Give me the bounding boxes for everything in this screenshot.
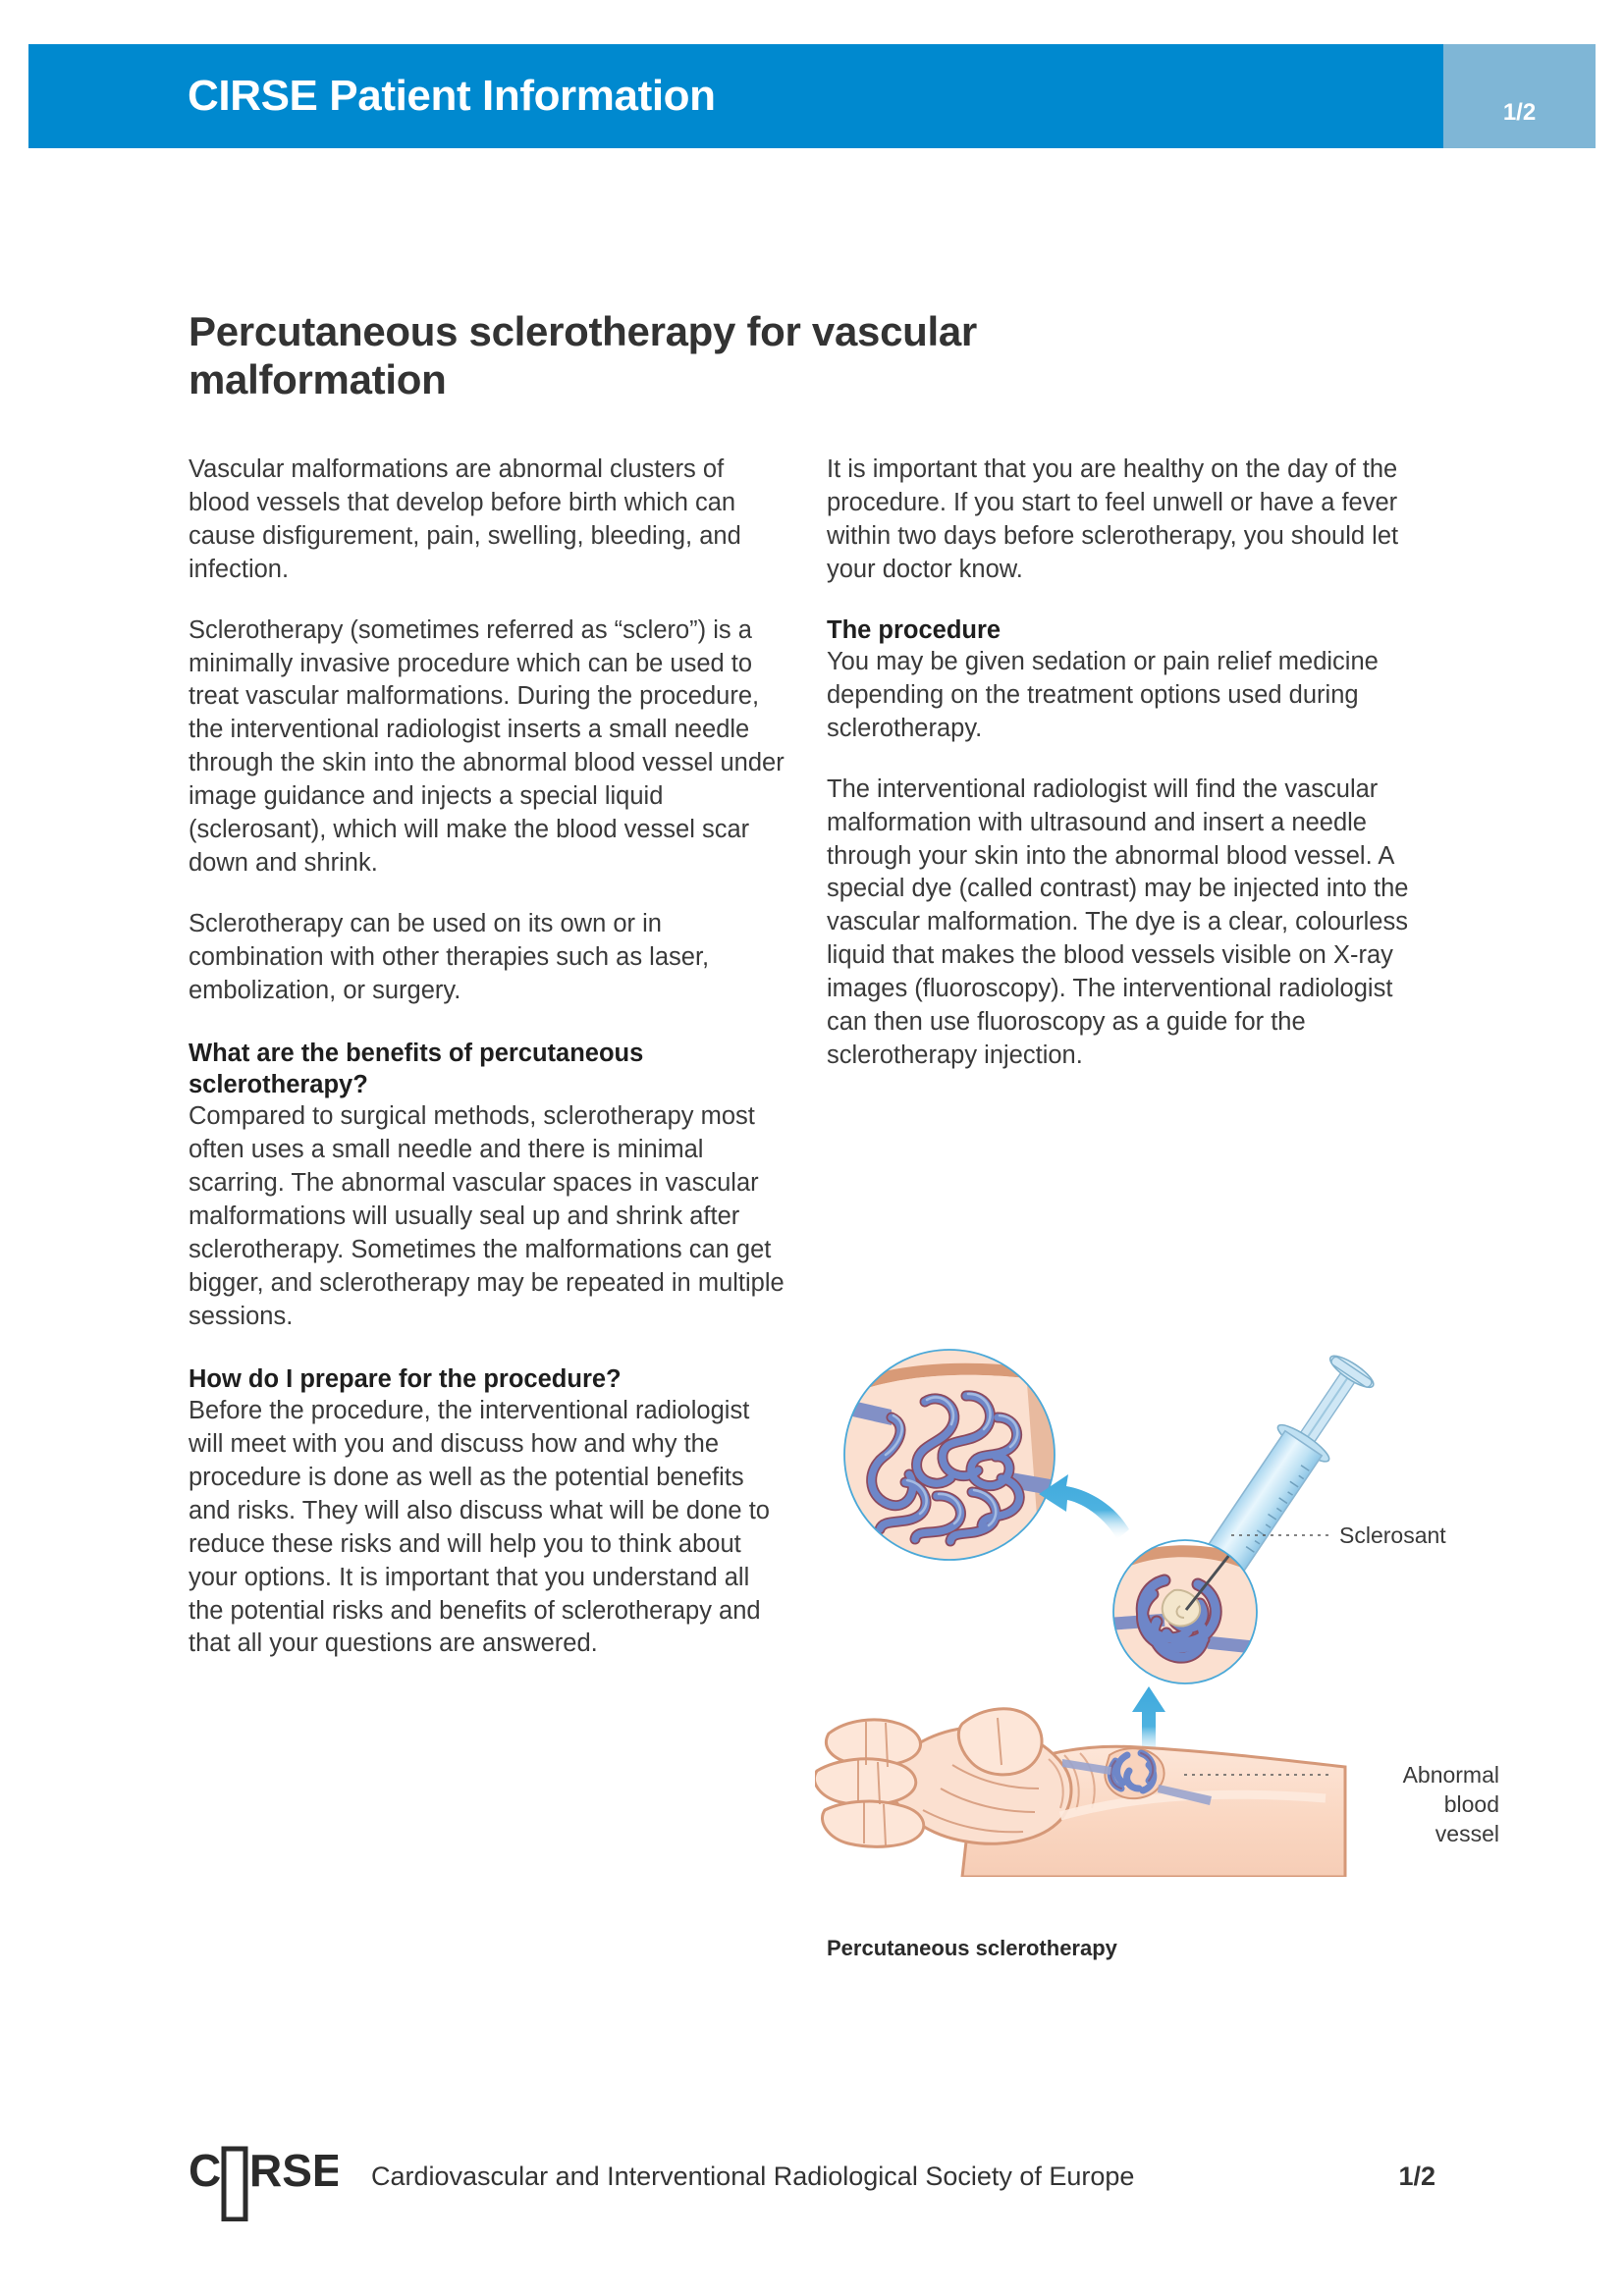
paragraph-health: It is important that you are healthy on the day of the procedure. If you start to feel unwell or have a fever within two days before sclerotherapy, you should let your doctor know. bbox=[827, 455, 1399, 583]
cirse-logo-i-mark bbox=[224, 2149, 245, 2219]
page-title: Percutaneous sclerotherapy for vascular malformation bbox=[189, 308, 977, 402]
heading-preparation: How do I prepare for the procedure? bbox=[189, 1364, 622, 1393]
paragraph-definition: Sclerotherapy (sometimes referred as “sclero”) is a minimally invasive procedure which can be used to treat vascular malformations. During the procedure, the interventional radiologist inserts a small needle through the skin into the abnormal blood vessel under image guidance and injects a special liquid (sclerosant), which will make the blood vessel scar down and shrink. bbox=[189, 615, 785, 877]
paragraph-intro: Vascular malformations are abnormal clusters of blood vessels that develop before birth which can cause disfigurement, pain, swelling, bleeding, and infection. bbox=[189, 455, 741, 583]
header-title: CIRSE Patient Information bbox=[188, 72, 716, 120]
cirse-logo-left-text: C bbox=[189, 2145, 222, 2196]
label-abnormal-line2: blood bbox=[1443, 1791, 1499, 1817]
section-procedure bbox=[827, 614, 1426, 1073]
paragraph-procedure: You may be given sedation or pain relief medicine depending on the treatment options used during sclerotherapy. bbox=[827, 648, 1379, 742]
header-brand-bar bbox=[28, 44, 1443, 148]
label-abnormal-line1: Abnormal bbox=[1402, 1762, 1499, 1788]
page-header bbox=[28, 44, 1596, 148]
right-text-column bbox=[827, 454, 1426, 1073]
arrow-to-magnified-view bbox=[1039, 1474, 1129, 1539]
cirse-logo-right-text: RSE bbox=[249, 2145, 338, 2196]
figure-caption: Percutaneous sclerotherapy bbox=[827, 1936, 1117, 1960]
section-preparation bbox=[189, 1363, 787, 1662]
section-benefits bbox=[189, 1038, 787, 1334]
left-text-column bbox=[189, 454, 787, 1661]
procedure-illustration bbox=[815, 1327, 1502, 1877]
label-sclerosant: Sclerosant bbox=[1339, 1522, 1446, 1548]
paragraph-combination: Sclerotherapy can be used on its own or in combination with other therapies such as laser, embolization, or surgery. bbox=[189, 909, 710, 1004]
cirse-logo bbox=[189, 2145, 338, 2221]
footer-organisation-name: Cardiovascular and Interventional Radiological Society of Europe bbox=[371, 2162, 1135, 2191]
page-footer bbox=[189, 2145, 1435, 2233]
footer-page-indicator: 1/2 bbox=[1398, 2162, 1435, 2191]
heading-procedure: The procedure bbox=[827, 615, 1001, 644]
paragraph-procedure-detail: The interventional radiologist will find the vascular malformation with ultrasound and insert a needle through your skin into the abnormal blood vessel. A special dye (called contrast) may be injected into the vascular malformation. The dye is a clear, colourless liquid that makes the blood vessels visible on X-ray images (fluoroscopy). The interventional radiologist can then use fluoroscopy as a guide for the sclerotherapy injection. bbox=[827, 774, 1409, 1069]
header-page-indicator: 1/2 bbox=[1502, 99, 1537, 126]
header-page-indicator-box bbox=[1443, 44, 1596, 148]
paragraph-preparation: Before the procedure, the interventional radiologist will meet with you and discuss how and why the procedure is done as well as the potential benefits and risks. They will also discuss what will be done to reduce these risks and will help you to think about your options. It is important that you understand all the potential risks and benefits of sclerotherapy and that all your questions are answered. bbox=[189, 1397, 770, 1658]
label-abnormal-line3: vessel bbox=[1435, 1821, 1499, 1846]
hand-and-arm-illustration bbox=[815, 1709, 1345, 1877]
heading-benefits: What are the benefits of percutaneous sclerotherapy? bbox=[189, 1039, 644, 1098]
paragraph-benefits: Compared to surgical methods, sclerotherapy most often uses a small needle and there is minimal scarring. The abnormal vascular spaces in vascular malformations will usually seal up and shrink after sclerotherapy. Sometimes the malformations can get bigger, and sclerotherapy may be repeated in multiple sessions. bbox=[189, 1102, 785, 1330]
magnified-vessel-circle bbox=[831, 1347, 1078, 1569]
